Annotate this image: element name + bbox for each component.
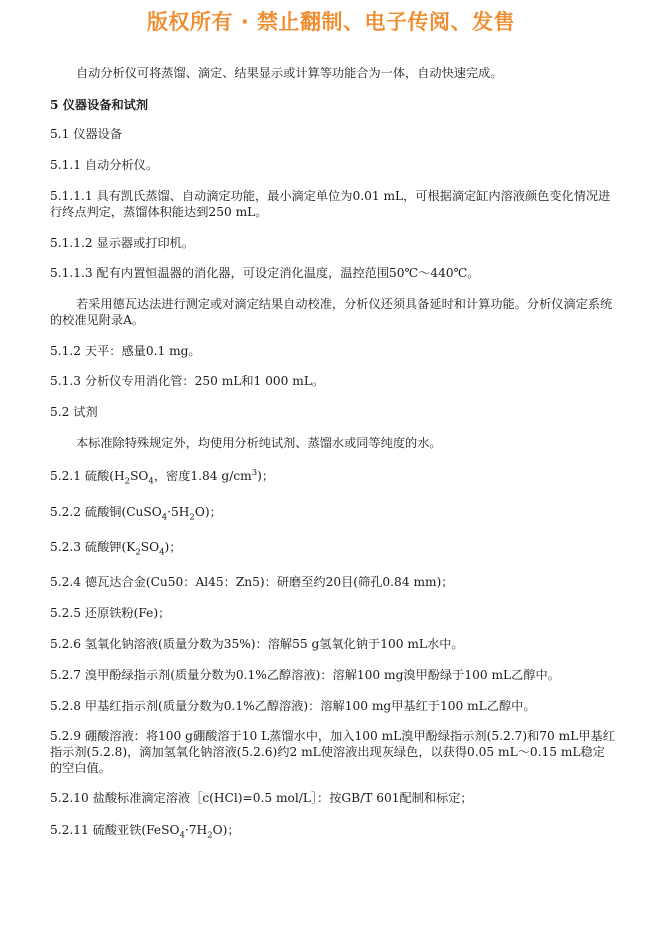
subscript: 2 [135,547,141,558]
subscript: 4 [179,830,185,841]
text-fragment: 5.2.11 硫酸亚铁(FeSO [50,823,180,837]
clause-5-2-2 [50,504,616,523]
clause-5-2-10: 5.2.10 盐酸标准滴定溶液［c(HCl)=0.5 mol/L］：按GB/T 601配制和标定； [50,791,473,805]
subscript: 2 [124,476,131,487]
text-fragment: ·5H [167,505,190,519]
clause-5-2-6: 5.2.6 氢氧化钠溶液(质量分数为35%)：溶解55 g氢氧化钠于100 mL水中。 [50,637,464,651]
text-fragment: SO [130,469,149,483]
intro-paragraph: 自动分析仪可将蒸馏、滴定、结果显示或计算等功能合为一体，自动快速完成。 [76,66,503,80]
clause-5-2-5: 5.2.5 还原铁粉(Fe)； [50,606,171,620]
clause-5-2-7: 5.2.7 溴甲酚绿指示剂(质量分数为0.1%乙醇溶液)：溶解100 mg溴甲酚绿于100 mL乙醇中。 [50,668,560,682]
clause-5-1-1: 5.1.1 自动分析仪。 [50,158,159,172]
clause-5-2-11 [50,822,616,841]
reagent-general-note: 本标准除特殊规定外，均使用分析纯试剂、蒸馏水或同等纯度的水。 [76,436,442,450]
text-fragment: ·7H [184,823,208,837]
text-fragment: )； [257,469,275,483]
clause-5-2-9: 5.2.9 硼酸溶液：将100 g硼酸溶于10 L蒸馏水中，加入100 mL溴甲酚绿指示剂(5.2.7)和70 mL甲基红指示剂(5.2.8)，滴加氢氧化钠溶液(5.2.6)约2 mL使溶液出现灰绿色，以获得0.05 mL～0.15 mL稳定的空白值。 [50,729,615,775]
clause-5-1-3: 5.1.3 分析仪专用消化管：250 mL和1 000 mL。 [50,374,325,388]
devarda-note-paragraph: 若采用德瓦达法进行测定或对滴定结果自动校准，分析仪还须具备延时和计算功能。分析仪滴定系统的校准见附录A。 [50,297,613,327]
clause-5-2-8: 5.2.8 甲基红指示剂(质量分数为0.1%乙醇溶液)：溶解100 mg甲基红于100 mL乙醇中。 [50,699,536,713]
subscript: 2 [207,830,213,841]
subscript: 4 [148,476,154,487]
text-fragment: )； [164,540,182,554]
text-fragment: O)； [212,823,240,837]
text-fragment: 5.2.1 硫酸(H [50,469,125,483]
text-fragment: SO [140,540,160,554]
clause-5-1-1-2: 5.1.1.2 显示器或打印机。 [50,236,195,250]
clause-5-2-4: 5.2.4 德瓦达合金(Cu50：Al45：Zn5)：研磨至约20目(筛孔0.84 mm)； [50,575,454,589]
text-fragment: O)； [194,505,222,519]
subscript: 4 [159,547,165,558]
section-heading-5-2: 5.2 试剂 [50,405,98,419]
copyright-watermark: 版权所有 · 禁止翻制、电子传阅、发售 [146,10,516,34]
clause-5-2-3 [50,539,616,558]
clause-5-1-2: 5.1.2 天平：感量0.1 mg。 [50,344,201,358]
text-fragment: 5.2.2 硫酸铜(CuSO [50,505,162,519]
text-fragment: 5.2.3 硫酸钾(K [50,540,136,554]
clause-5-2-1 [50,467,616,487]
superscript: 3 [251,467,258,478]
subscript: 2 [189,512,195,523]
clause-5-1-1-1: 5.1.1.1 具有凯氏蒸馏、自动滴定功能，最小滴定单位为0.01 mL，可根据滴定缸内溶液颜色变化情况进行终点判定，蒸馏体积能达到250 mL。 [50,189,611,219]
text-fragment: ，密度1.84 g/cm [153,469,252,483]
clause-5-1-1-3: 5.1.1.3 配有内置恒温器的消化器，可设定消化温度，温控范围50℃～440℃。 [50,266,480,280]
section-heading-5-1: 5.1 仪器设备 [50,127,123,141]
section-heading-5: 5 仪器设备和试剂 [50,98,149,112]
subscript: 4 [161,512,168,523]
